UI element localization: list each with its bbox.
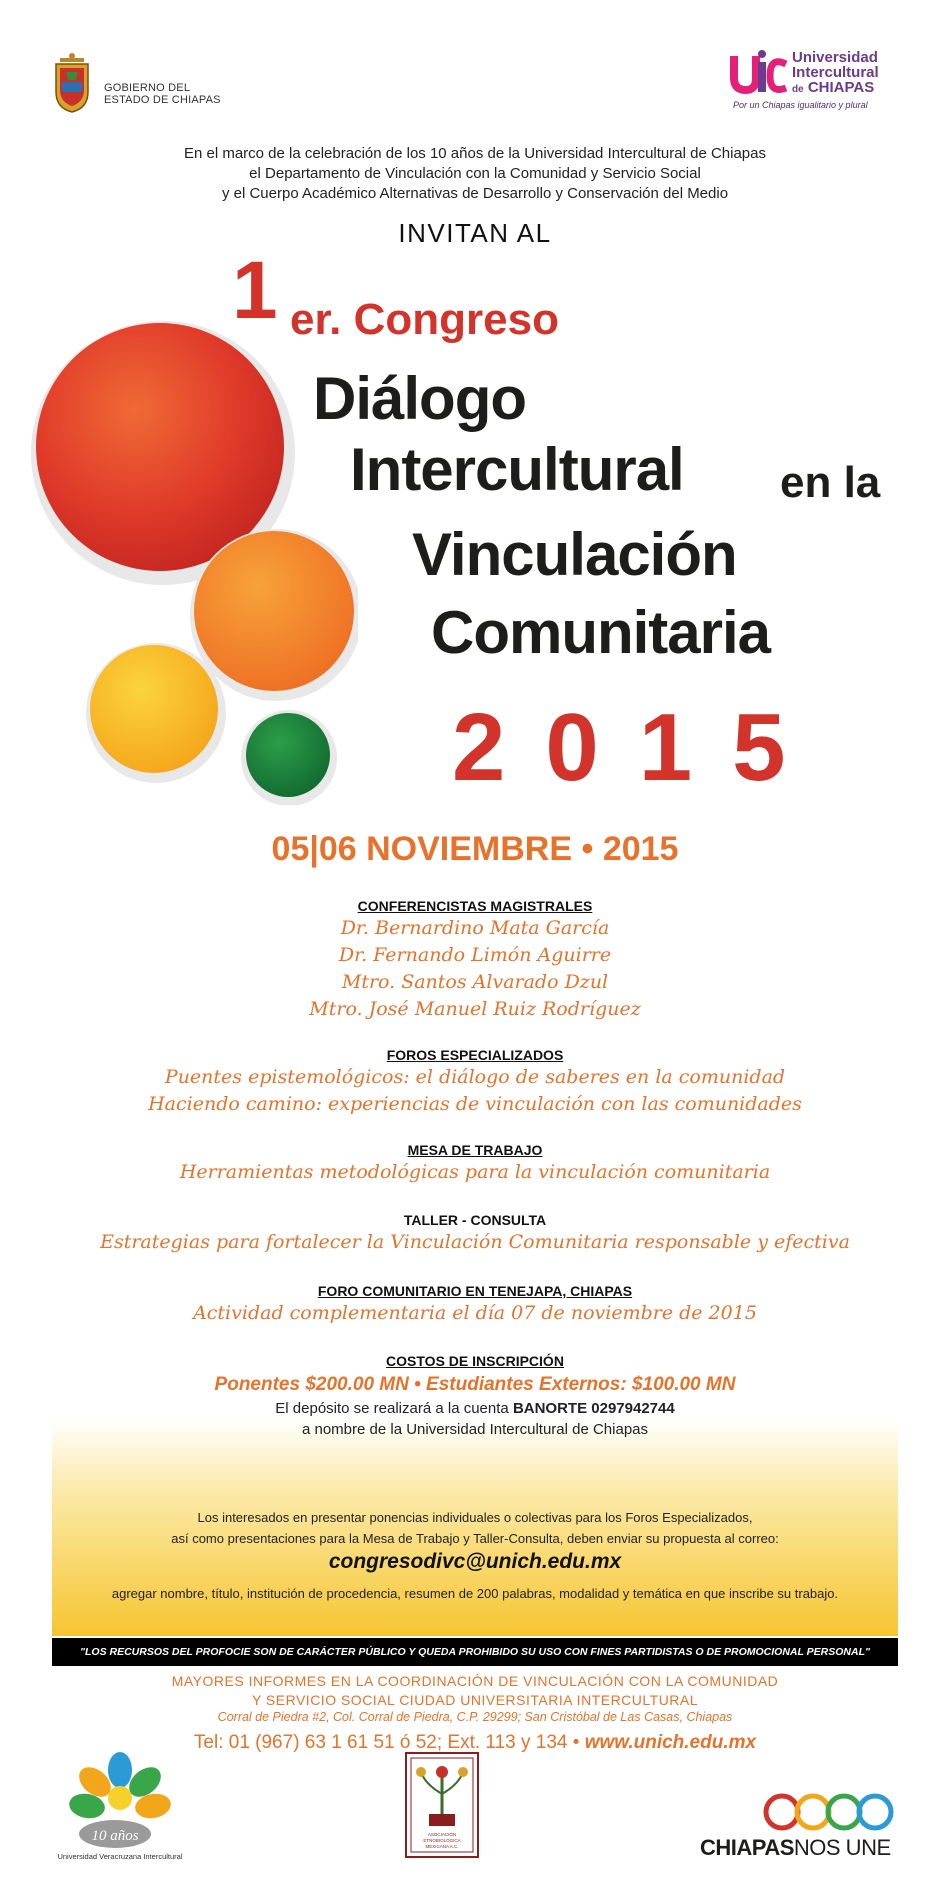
title-year: 2015 [452,694,826,801]
orange-circle [194,531,354,691]
website-link[interactable]: www.unich.edu.mx [584,1732,757,1753]
conferencistas-heading: CONFERENCISTAS MAGISTRALES [357,898,593,914]
call-text: Los interesados en presentar ponencias individuales o colectivas para los Foros Especializados, así como presentaciones para la Mesa de Trabajo y Taller-Consulta, deben enviar su propuesta al correo: [171,1510,779,1546]
green-circle [246,713,330,797]
event-dates: 05|06 NOVIEMBRE • 2015 [271,830,679,868]
mesa-heading: MESA DE TRABAJO [407,1142,543,1158]
conferencistas-list [0,915,950,1023]
list-item: Puentes epistemológicos: el diálogo de saberes en la comunidad [164,1066,786,1088]
circles-graphic [28,315,358,805]
title-congreso: er. Congreso [290,295,559,344]
title-line-comunitaria: Comunitaria [431,599,771,666]
title-line-vinculacion: Vinculación [412,521,737,588]
disclaimer-bar: "LOS RECURSOS DEL PROFOCIE SON DE CARÁCTER PÚBLICO Y QUEDA PROHIBIDO SU USO CON FINES PARTIDISTAS O DE PROMOCIONAL PERSONAL" [52,1638,898,1666]
uvi-flower-icon [45,1748,195,1852]
intro-text: En el marco de la celebración de los 10 años de la Universidad Intercultural de Chiapas el Departamento de Vinculación con la Comunidad y Servicio Social y el Cuerpo Académico Alternativas de Desarrollo y Conservación del Medio [183,145,766,202]
title-line-en-la: en la [780,458,881,507]
unich-name: Universidad Intercultural de CHIAPAS [792,49,879,96]
mesa-item: Herramientas metodológicas para la vinculación comunitaria [179,1161,771,1183]
gov-name: GOBIERNO DEL ESTADO DE CHIAPAS [104,82,221,106]
aem-logo [405,1752,479,1858]
svg-text:MEXICANA A.C.: MEXICANA A.C. [425,1844,459,1849]
invitan-heading: INVITAN AL [398,218,552,248]
svg-text:ASOCIACIÓN: ASOCIACIÓN [427,1832,457,1837]
list-item: Dr. Fernando Limón Aguirre [338,944,612,966]
chiapas-coat-of-arms-icon [52,52,92,114]
unich-mark-icon [730,50,790,100]
red-circle [36,323,284,571]
title-number: 1 [232,245,275,336]
list-item: Dr. Bernardino Mata García [340,917,610,939]
list-item: Mtro. José Manuel Ruiz Rodríguez [309,998,641,1020]
taller-heading: TALLER - CONSULTA [403,1212,547,1228]
uvi-name: Universidad Veracruzana Intercultural [57,1852,183,1861]
call-requirements: agregar nombre, título, institución de procedencia, resumen de 200 palabras, modalidad y temática en que inscribe su trabajo. [111,1586,839,1601]
chiapas-nos-une-text: CHIAPASNOS UNE [700,1835,891,1860]
contact-info: MAYORES INFORMES EN LA COORDINACIÓN DE VINCULACIÓN CON LA COMUNIDAD Y SERVICIO SOCIAL CIUDAD UNIVERSITARIA INTERCULTURAL [171,1673,779,1708]
yellow-circle [90,645,218,773]
title-line-dialogo: Diálogo [313,365,526,432]
title-line-intercultural: Intercultural [350,436,684,503]
svg-text:ETNOBIOLÓGICA: ETNOBIOLÓGICA [423,1838,461,1843]
unich-tagline: Por un Chiapas igualitario y plural [733,100,868,110]
costos-heading: COSTOS DE INSCRIPCIÓN [386,1353,564,1369]
deposito-text: El depósito se realizará a la cuenta BANORTE 0297942744 a nombre de la Universidad Intercultural de Chiapas [275,1400,675,1438]
bank-account: BANORTE 0297942744 [512,1400,675,1417]
chiapas-nos-une-logo [700,1790,905,1870]
costos-text: Ponentes $200.00 MN • Estudiantes Externos: $100.00 MN [214,1374,736,1395]
taller-item: Estrategias para fortalecer la Vinculación Comunitaria responsable y efectiva [100,1231,850,1253]
uvi-years: 10 años [91,1828,139,1844]
contact-email[interactable]: congresodivc@unich.edu.mx [328,1550,622,1573]
foros-heading: FOROS ESPECIALIZADOS [386,1047,564,1063]
foro-comunitario-item: Actividad complementaria el día 07 de noviembre de 2015 [193,1302,757,1324]
aem-plant-icon [407,1754,477,1856]
uvi-logo [45,1748,195,1878]
foro-comunitario-heading: FORO COMUNITARIO EN TENEJAPA, CHIAPAS [317,1283,633,1299]
list-item: Haciendo camino: experiencias de vinculación con las comunidades [148,1093,802,1115]
unich-logo [730,48,910,118]
gov-chiapas-logo [52,48,242,118]
contact-address: Corral de Piedra #2, Col. Corral de Piedra, C.P. 29299; San Cristóbal de Las Casas, Chiapas [217,1710,733,1724]
foros-list [0,1064,950,1118]
list-item: Mtro. Santos Alvarado Dzul [341,971,609,993]
contact-phone: Tel: 01 (967) 63 1 61 51 ó 52; Ext. 113 y 134 • www.unich.edu.mx [193,1732,757,1753]
chiapas-rings-icon [700,1790,905,1832]
